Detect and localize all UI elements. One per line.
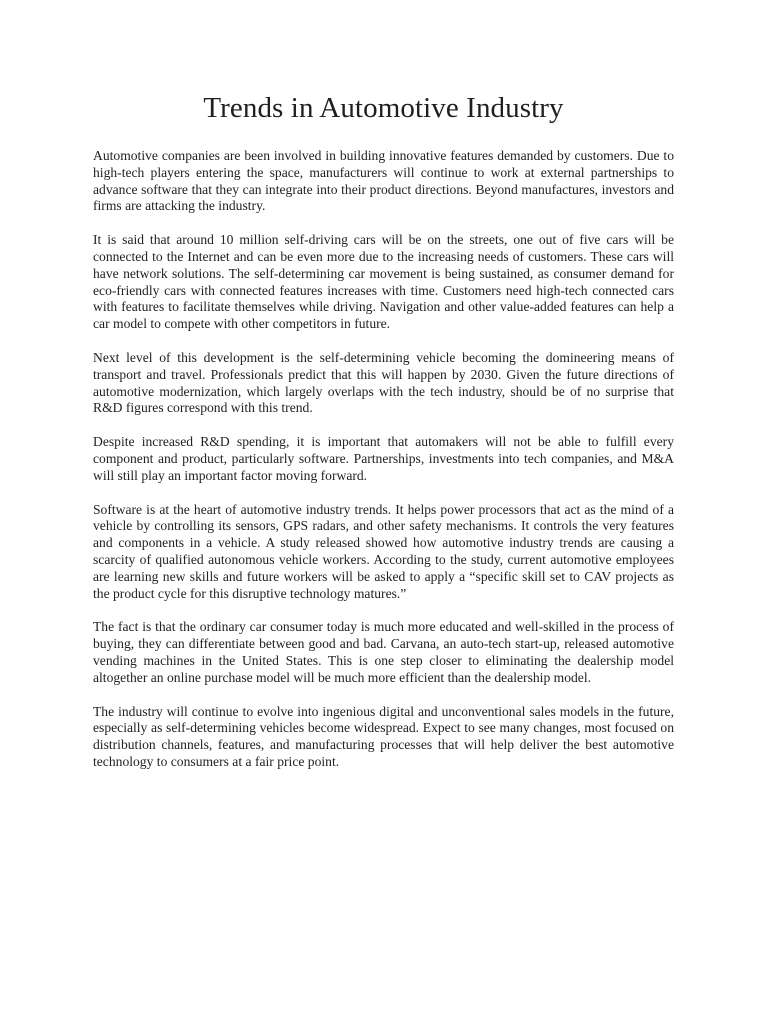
paragraph-6: The fact is that the ordinary car consumer today is much more educated and well-skilled in the process of buying, they can differentiate between good and bad. Carvana, an auto-tech start-up, released automotive vending machines in the United States. This is one step closer to eliminating the dealership model altogether an online purchase model will be much more efficient than the dealership model. — [93, 619, 674, 685]
paragraph-4: Despite increased R&D spending, it is important that automakers will not be able to fulfill every component and product, particularly software. Partnerships, investments into tech companies, and M&A will still play an important factor moving forward. — [93, 434, 674, 483]
paragraph-2: It is said that around 10 million self-driving cars will be on the streets, one out of five cars will be connected to the Internet and can be even more due to the increasing needs of customers. These cars will have network solutions. The self-determining car movement is being sustained, as consumer demand for eco-friendly cars with connected features increases with time. Customers need high-tech connected cars with features to facilitate themselves while driving. Navigation and other value-added features can help a car model to compete with other competitors in future. — [93, 232, 674, 332]
paragraph-7: The industry will continue to evolve into ingenious digital and unconventional sales models in the future, especially as self-determining vehicles become widespread. Expect to see many changes, most focused on distribution channels, features, and manufacturing processes that will help deliver the best automotive technology to consumers at a fair price point. — [93, 703, 674, 769]
document-title: Trends in Automotive Industry — [203, 92, 564, 124]
paragraph-1: Automotive companies are been involved in building innovative features demanded by customers. Due to high-tech players entering the space, manufacturers will continue to work at external partnerships to advance software that they can integrate into their product directions. Beyond manufactures, investors and firms are attacking the industry. — [93, 148, 674, 214]
paragraph-5: Software is at the heart of automotive industry trends. It helps power processors that act as the mind of a vehicle by controlling its sensors, GPS radars, and other safety mechanisms. It controls the very features and components in a vehicle. A study released showed how automotive industry trends are causing a scarcity of qualified autonomous vehicle workers. According to the study, current automotive employees are learning new skills and future workers will be asked to apply a “specific skill set to CAV projects as the product cycle for this disruptive technology matures.” — [93, 501, 674, 601]
paragraph-3: Next level of this development is the self-determining vehicle becoming the domineering means of transport and travel. Professionals predict that this will happen by 2030. Given the future directions of automotive modernization, which largely overlaps with the tech industry, should be of no surprise that R&D figures correspond with this trend. — [93, 349, 674, 416]
document-page — [93, 88, 674, 788]
